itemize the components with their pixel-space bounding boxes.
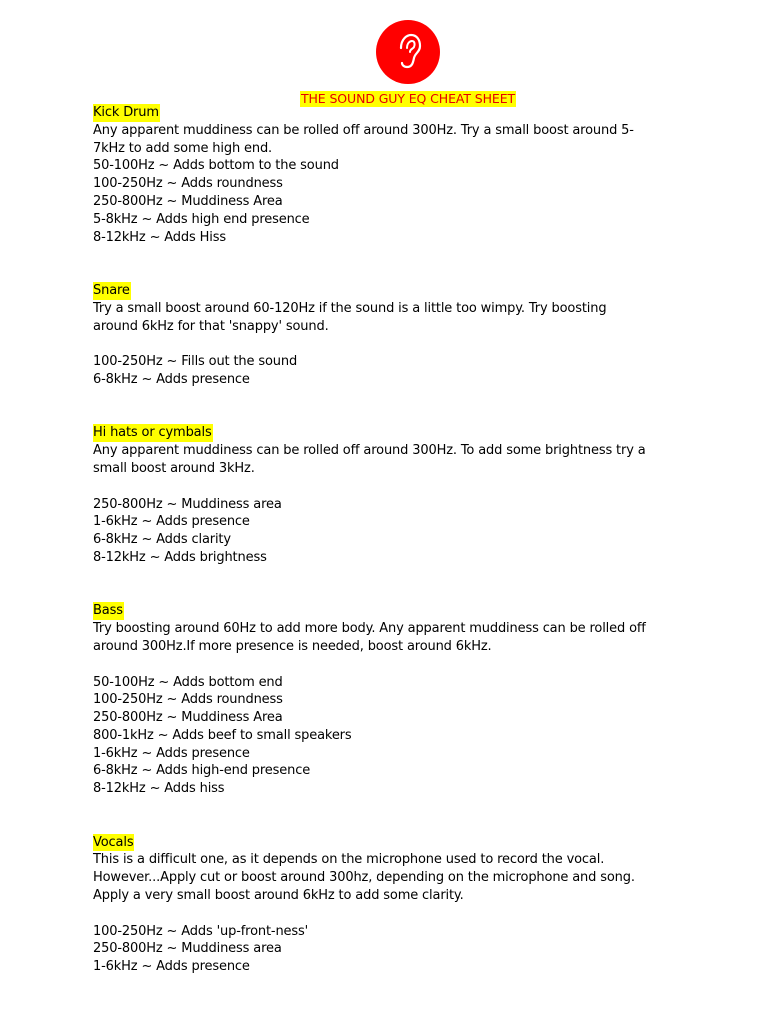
section-kick-drum — [93, 104, 653, 246]
eq-item: 250-800Hz ~ Muddiness area — [93, 496, 282, 512]
eq-item: 6-8kHz ~ Adds presence — [93, 371, 250, 387]
eq-item: 250-800Hz ~ Muddiness Area — [93, 193, 283, 209]
eq-item: 8-12kHz ~ Adds hiss — [93, 781, 225, 797]
intro-line: Try a small boost around 60-120Hz if the sound is a little too wimpy. Try boosting — [93, 300, 607, 316]
section-bass — [93, 602, 653, 798]
intro-line: This is a difficult one, as it depends on the microphone used to record the vocal. — [93, 852, 605, 868]
section-heading: Bass — [93, 603, 123, 619]
page-title: THE SOUND GUY EQ CHEAT SHEET — [300, 91, 516, 106]
eq-item: 8-12kHz ~ Adds Hiss — [93, 229, 226, 245]
eq-item: 50-100Hz ~ Adds bottom end — [93, 674, 283, 690]
intro-line: Try boosting around 60Hz to add more body. Any apparent muddiness can be rolled off — [93, 621, 646, 637]
eq-item: 8-12kHz ~ Adds brightness — [93, 549, 267, 565]
intro-line: Any apparent muddiness can be rolled off around 300Hz. To add some brightness try a — [93, 443, 646, 459]
eq-item: 100-250Hz ~ Fills out the sound — [93, 354, 298, 370]
intro-line: 7kHz to add some high end. — [93, 140, 273, 156]
section-heading: Vocals — [93, 834, 134, 850]
eq-item: 1-6kHz ~ Adds presence — [93, 514, 250, 530]
eq-item: 5-8kHz ~ Adds high end presence — [93, 211, 310, 227]
document-body — [93, 104, 653, 976]
eq-item: 1-6kHz ~ Adds presence — [93, 959, 250, 975]
eq-item: 50-100Hz ~ Adds bottom to the sound — [93, 158, 339, 174]
intro-line: Any apparent muddiness can be rolled off around 300Hz. Try a small boost around 5- — [93, 122, 634, 138]
section-heading: Kick Drum — [93, 105, 159, 120]
eq-item: 6-8kHz ~ Adds high-end presence — [93, 763, 311, 779]
eq-item: 800-1kHz ~ Adds beef to small speakers — [93, 727, 352, 743]
eq-item: 250-800Hz ~ Muddiness area — [93, 941, 282, 957]
ear-icon — [376, 20, 440, 84]
intro-line: small boost around 3kHz. — [93, 460, 255, 476]
intro-line: around 300Hz.If more presence is needed, boost around 6kHz. — [93, 638, 492, 654]
eq-item: 6-8kHz ~ Adds clarity — [93, 532, 231, 548]
section-heading: Hi hats or cymbals — [93, 425, 212, 441]
section-hi-hats — [93, 424, 653, 566]
intro-line: around 6kHz for that 'snappy' sound. — [93, 318, 329, 334]
section-snare — [93, 282, 653, 389]
intro-line: However...Apply cut or boost around 300hz, depending on the microphone and song. — [93, 870, 635, 886]
eq-item: 100-250Hz ~ Adds 'up-front-ness' — [93, 923, 309, 939]
eq-item: 1-6kHz ~ Adds presence — [93, 745, 250, 761]
eq-item: 250-800Hz ~ Muddiness Area — [93, 710, 283, 726]
eq-item: 100-250Hz ~ Adds roundness — [93, 176, 283, 192]
section-vocals — [93, 834, 653, 976]
intro-line: Apply a very small boost around 6kHz to add some clarity. — [93, 888, 464, 904]
section-heading: Snare — [93, 282, 130, 298]
eq-item: 100-250Hz ~ Adds roundness — [93, 692, 283, 708]
